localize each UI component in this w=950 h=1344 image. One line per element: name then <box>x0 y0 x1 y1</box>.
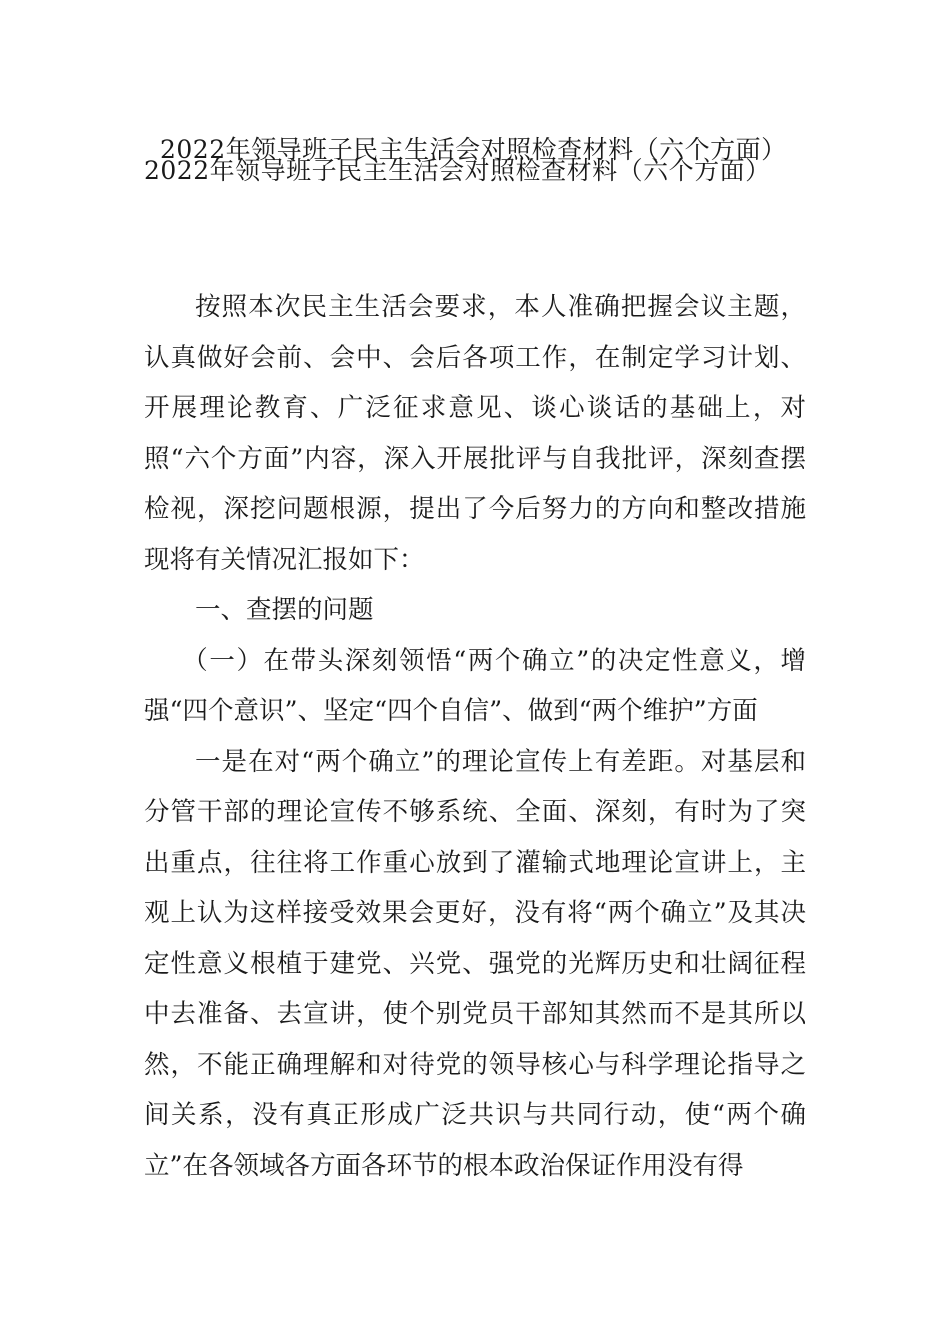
intro-paragraph: 按照本次民主生活会要求，本人准确把握会议主题，认真做好会前、会中、会后各项工作，在制定学习计划、开展理论教育、广泛征求意见、谈心谈话的基础上，对照“六个方面”内容，深入开展批评与自我批评，深刻查摆检视，深挖问题根源，提出了今后努力的方向和整改措施现将有关情况汇报如下： <box>144 292 806 575</box>
point-1-paragraph: 一是在对“两个确立”的理论宣传上有差距。对基层和分管干部的理论宣传不够系统、全面、深刻，有时为了突出重点，往往将工作重心放到了灌输式地理论宣讲上，主观上认为这样接受效果会更好，没有将“两个确立”及其决定性意义根植于建党、兴党、强党的光辉历史和壮阔征程中去准备、去宣讲，使个别党员干部知其然而不是其所以然，不能正确理解和对待党的领导核心与科学理论指导之间关系，没有真正形成广泛共识与共同行动，使“两个确立”在各领域各方面各环节的根本政治保证作用没有得 <box>144 746 806 1181</box>
subsection-heading: （一）在带头深刻领悟“两个确立”的决定性意义，增强“四个意识”、坚定“四个自信”、做到“两个维护”方面 <box>144 645 806 726</box>
document-title-line-2: 2022年领导班子民主生活会对照检查材料（六个方面） <box>144 156 771 185</box>
section-heading: 一、查摆的问题 <box>195 595 374 625</box>
document-body <box>144 282 806 1191</box>
document-title-line-1: 2022年领导班子民主生活会对照检查材料（六个方面） <box>160 135 787 164</box>
